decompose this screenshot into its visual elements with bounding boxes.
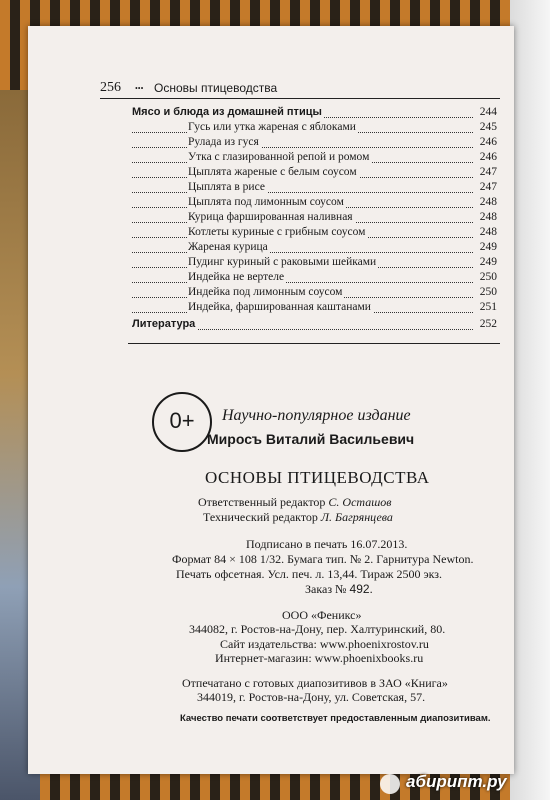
toc-entry-page: 248: [479, 196, 497, 208]
toc-entry: [132, 211, 497, 226]
toc-entry: [132, 241, 497, 256]
toc-entry-label: Цыплята жареные с белым соусом: [188, 166, 357, 178]
order-number: 492.: [349, 582, 373, 596]
toc-entry-page: 248: [479, 211, 497, 223]
toc-entry: [132, 151, 497, 166]
toc-entry-label: Пудинг куриный с раковыми шейками: [188, 256, 377, 268]
print-line: Печать офсетная. Усл. печ. л. 13,44. Тираж 2500 экз.: [176, 567, 443, 581]
toc-entry: [132, 136, 497, 151]
toc-entry-page: 246: [479, 136, 497, 148]
publisher: ООО «Феникс»: [282, 608, 362, 622]
toc-entry-label: Котлеты куриные с грибным соусом: [188, 226, 366, 238]
ornament-dots: •••: [135, 84, 144, 93]
resp-editor-name: С. Осташов: [328, 495, 392, 509]
toc-entry-page: 245: [479, 121, 497, 133]
edition-type: Научно-популярное издание: [222, 407, 411, 424]
toc-entry-page: 250: [479, 286, 497, 298]
order-line: [305, 582, 373, 597]
toc-leader-dots: [132, 252, 473, 253]
publisher-site: Сайт издательства: www.phoenixrostov.ru: [220, 637, 429, 651]
resp-editor-label: Ответственный редактор: [198, 495, 326, 509]
toc-entry-page: 251: [479, 301, 497, 313]
tech-editor-label: Технический редактор: [203, 510, 318, 524]
running-title: Основы птицеводства: [154, 81, 278, 95]
toc-entry-page: 249: [479, 256, 497, 268]
toc-entry: [132, 226, 497, 241]
watermark-text: абирипт.ру: [406, 772, 507, 791]
site-watermark: [380, 768, 550, 800]
toc-entry: [132, 286, 497, 301]
toc-leader-dots: [132, 147, 473, 148]
toc-entry-label: Индейка не вертеле: [188, 271, 285, 283]
toc-entry: [132, 271, 497, 286]
responsible-editor: [198, 495, 391, 510]
author-name: Миросъ Виталий Васильевич: [207, 431, 415, 447]
page-number: 256: [100, 80, 121, 95]
toc-entry: [132, 106, 497, 121]
format-line: Формат 84 × 108 1/32. Бумага тип. № 2. Гарнитура Newton.: [172, 552, 474, 566]
toc-entry-label: Утка с глазированной репой и ромом: [188, 151, 370, 163]
online-shop: Интернет-магазин: www.phoenixbooks.ru: [215, 651, 424, 665]
divider-rule: [128, 343, 500, 344]
book-title: ОСНОВЫ ПТИЦЕВОДСТВА: [205, 468, 430, 487]
watermark-logo-icon: [380, 774, 400, 794]
age-rating-badge: 0+: [152, 392, 212, 452]
toc-entry-label: Рулада из гуся: [188, 136, 259, 148]
toc-leader-dots: [132, 192, 473, 193]
toc-entry-label: Гусь или утка жареная с яблоками: [188, 121, 356, 133]
next-page-edge: [510, 0, 550, 800]
toc-entry-page: 247: [479, 181, 497, 193]
toc-entry-page: 244: [479, 106, 497, 118]
technical-editor: [203, 510, 393, 525]
toc-leader-dots: [132, 282, 473, 283]
toc-entry: [132, 196, 497, 211]
print-quality-note: Качество печати соответствует предоставленным диапозитивам.: [180, 713, 491, 724]
tech-editor-name: Л. Багрянцева: [320, 510, 393, 524]
toc-entry: [132, 301, 497, 316]
signed-date: Подписано в печать 16.07.2013.: [246, 537, 408, 551]
toc-entry-label: Литература: [132, 318, 196, 330]
toc-entry-label: Индейка под лимонным соусом: [188, 286, 343, 298]
toc-entry-label: Мясо и блюда из домашней птицы: [132, 106, 322, 118]
toc-entry-page: 249: [479, 241, 497, 253]
toc-entry-label: Цыплята в рисе: [188, 181, 265, 193]
order-label: Заказ №: [305, 582, 347, 596]
printer-address: 344019, г. Ростов-на-Дону, ул. Советская, 57.: [197, 690, 426, 704]
running-head: [100, 80, 500, 99]
printed-by: Отпечатано с готовых диапозитивов в ЗАО «Книга»: [182, 676, 448, 690]
toc-entry: [132, 256, 497, 271]
toc-entry: [132, 166, 497, 181]
toc-entry-page: 248: [479, 226, 497, 238]
toc-entry-label: Индейка, фаршированная каштанами: [188, 301, 371, 313]
toc-entry-label: Жареная курица: [188, 241, 268, 253]
toc-entry: [132, 181, 497, 196]
toc-entry-label: Цыплята под лимонным соусом: [188, 196, 344, 208]
toc-entry: [132, 121, 497, 136]
toc-entry-page: 246: [479, 151, 497, 163]
toc-entry-page: 250: [479, 271, 497, 283]
toc-entry-page: 247: [479, 166, 497, 178]
toc-entry-page: 252: [479, 318, 497, 330]
publisher-address: 344082, г. Ростов-на-Дону, пер. Халтуринский, 80.: [189, 622, 446, 636]
toc-entry: [132, 318, 497, 333]
toc-entry-label: Курица фаршированная наливная: [188, 211, 353, 223]
